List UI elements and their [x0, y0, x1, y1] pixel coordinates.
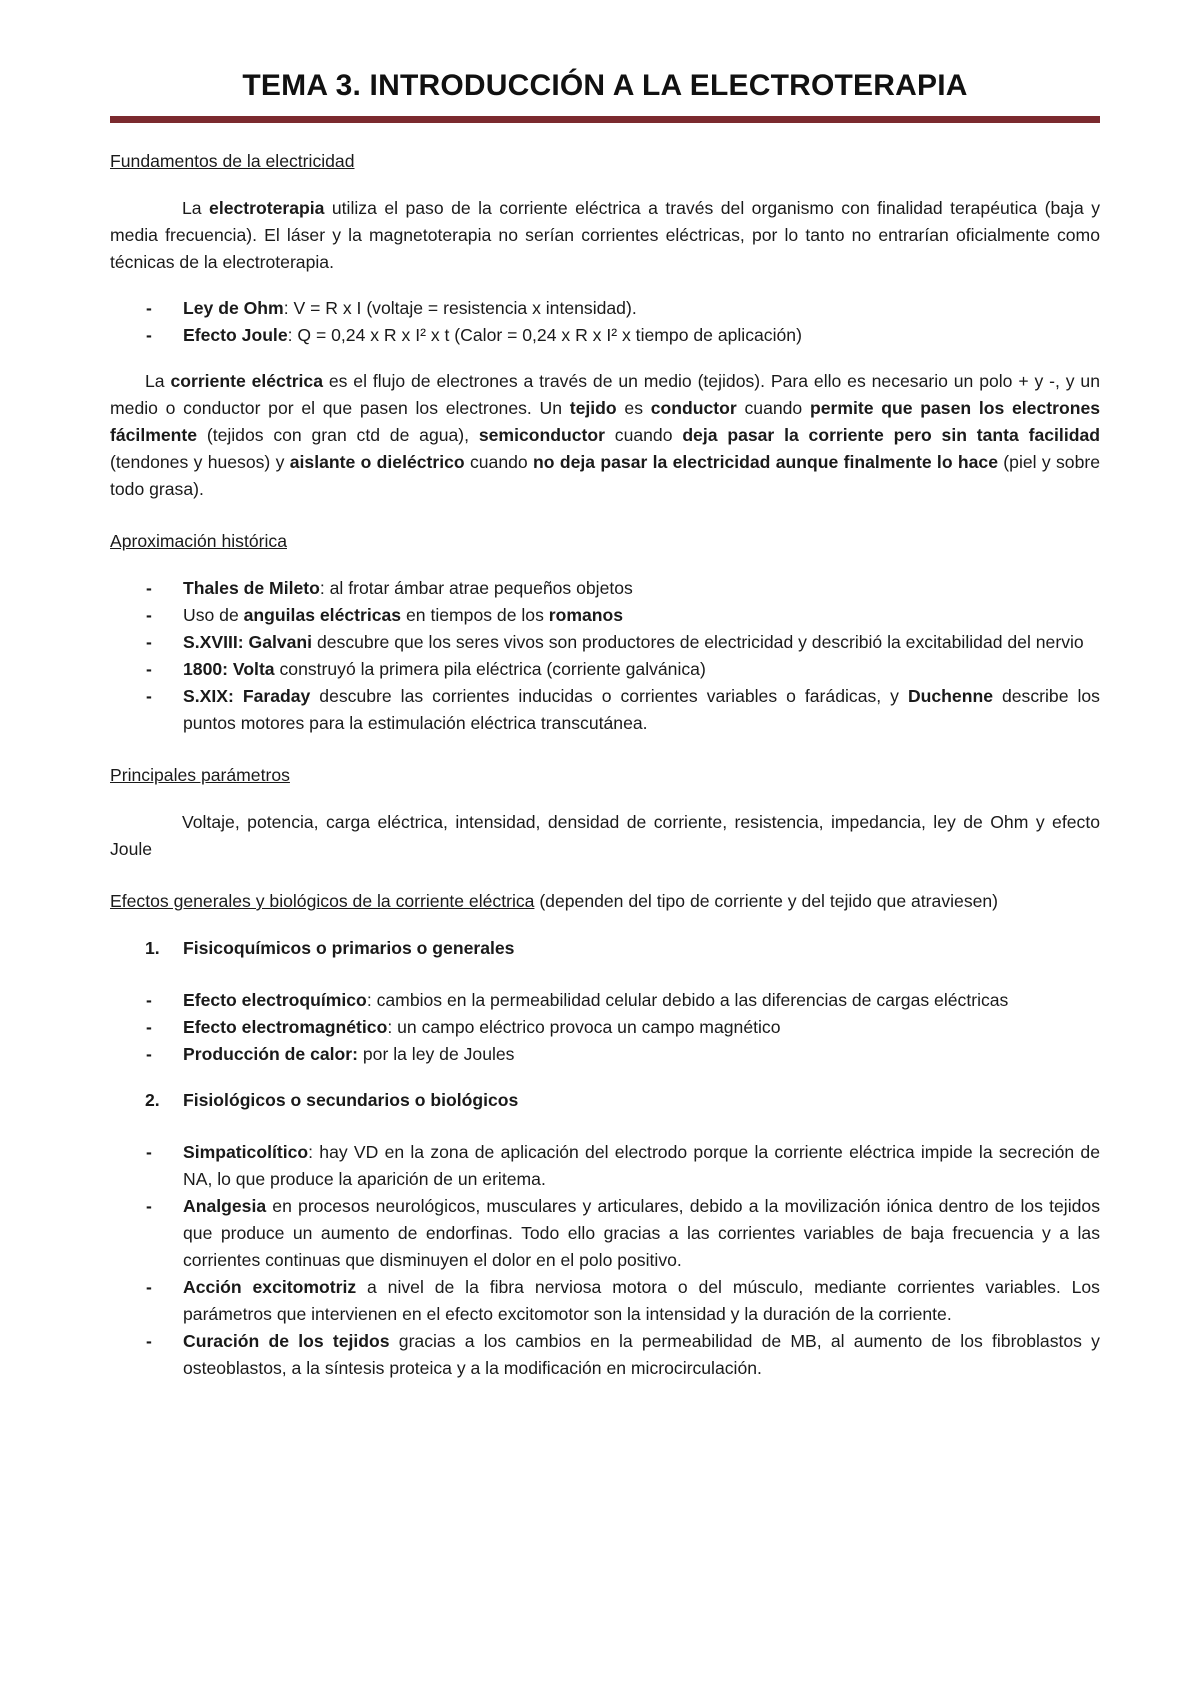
title-rule [110, 116, 1100, 123]
text-run: en procesos neurológicos, musculares y articulares, debido a la movilización iónica dentro de los tejidos que produce un aumento de endorfinas. Todo ello gracias a las corrientes variables de baja frecuencia y a las corrientes continuas que disminuyen el dolor en el polo positivo. [183, 1196, 1100, 1270]
numbered-heading-1 [110, 935, 1100, 962]
dash-bullet-icon: - [146, 1196, 152, 1216]
list-item [110, 656, 1100, 683]
section-heading-historica: Aproximación histórica [110, 531, 287, 551]
text-run: gracias a los cambios en la permeabilidad de MB, al aumento de los fibroblastos y osteoblastos, a la síntesis proteica y a la modificación en microcirculación. [183, 1331, 1100, 1378]
bold-text: semiconductor [478, 425, 605, 445]
list-item [110, 987, 1100, 1014]
text-run: en tiempos de los [401, 605, 549, 625]
list-item [110, 1274, 1100, 1328]
bold-text: Curación de los tejidos [183, 1331, 390, 1351]
bold-text: Analgesia [183, 1196, 267, 1216]
dash-bullet-icon: - [146, 1044, 152, 1064]
list-fundamentos [110, 295, 1100, 349]
list-item [110, 575, 1100, 602]
list-item [110, 1139, 1100, 1193]
bold-text: aislante o dieléctrico [289, 452, 465, 472]
text-run: La [182, 198, 210, 218]
bold-text: Producción de calor: [183, 1044, 358, 1064]
dash-bullet-icon: - [146, 325, 152, 345]
dash-bullet-icon: - [146, 1017, 152, 1037]
bold-text: romanos [548, 605, 624, 625]
bold-text: Efecto Joule [183, 325, 288, 345]
paragraph-corriente-electrica [110, 368, 1100, 503]
bold-text: 1800: Volta [183, 659, 275, 679]
page-content [110, 68, 1100, 1401]
dash-bullet-icon: - [146, 990, 152, 1010]
dash-bullet-icon: - [146, 1142, 152, 1162]
text-run: por la ley de Joules [358, 1044, 515, 1064]
text-run: descubre las corrientes inducidas o corrientes variables o farádicas, y [310, 686, 908, 706]
section-heading-parametros: Principales parámetros [110, 765, 290, 785]
section-heading-efectos-title: Efectos generales y biológicos de la corriente eléctrica [110, 891, 535, 911]
text-run: (tejidos con gran ctd de agua), [197, 425, 479, 445]
bold-text: conductor [650, 398, 737, 418]
text-run: cuando [464, 452, 534, 472]
text-run: describe los puntos motores para la estimulación eléctrica transcutánea. [183, 686, 1100, 733]
text-run: utiliza el paso de la corriente eléctrica a través del organismo con finalidad terapéutica (baja y media frecuencia). El láser y la magnetoterapia no serían corrientes eléctricas, por lo tanto no entrarían oficialmente como técnicas de la electroterapia. [110, 198, 1100, 272]
list-item [110, 1041, 1100, 1068]
document-title: TEMA 3. INTRODUCCIÓN A LA ELECTROTERAPIA [242, 69, 968, 102]
numbered-heading-title: Fisicoquímicos o primarios o generales [183, 938, 515, 958]
bold-text: Thales de Mileto [183, 578, 320, 598]
number-label: 2. [145, 1090, 160, 1110]
section-heading-fundamentos: Fundamentos de la electricidad [110, 151, 355, 171]
bold-text: Duchenne [907, 686, 993, 706]
dash-bullet-icon: - [146, 605, 152, 625]
list-historica [110, 575, 1100, 737]
list-item [110, 322, 1100, 349]
dash-bullet-icon: - [146, 578, 152, 598]
list-item [110, 1014, 1100, 1041]
list-fisicoquimicos [110, 987, 1100, 1068]
text-run: cuando [736, 398, 810, 418]
dash-bullet-icon: - [146, 659, 152, 679]
list-item [110, 1193, 1100, 1274]
text-run: es [616, 398, 651, 418]
text-run: Uso de [183, 605, 244, 625]
dash-bullet-icon: - [146, 298, 152, 318]
bold-text: no deja pasar la electricidad aunque finalmente lo hace [533, 452, 998, 472]
text-run: cuando [604, 425, 683, 445]
number-label: 1. [145, 938, 160, 958]
bold-text: Acción excitomotriz [183, 1277, 357, 1297]
text-run: : V = R x I (voltaje = resistencia x intensidad). [283, 298, 637, 318]
text-run: es el flujo de electrones a través de un medio (tejidos). Para ello es necesario un polo + y -, y un medio o conductor por el que pasen los electrones. Un [110, 371, 1100, 418]
paragraph-electroterapia [110, 195, 1100, 276]
text-run: La [145, 371, 171, 391]
bold-text: anguilas eléctricas [243, 605, 402, 625]
text-run: (piel y sobre todo grasa). [110, 452, 1100, 499]
section-heading-efectos-note: (dependen del tipo de corriente y del tejido que atraviesen) [534, 891, 999, 911]
list-fisiologicos [110, 1139, 1100, 1382]
dash-bullet-icon: - [146, 1277, 152, 1297]
bold-text: Efecto electromagnético [183, 1017, 388, 1037]
dash-bullet-icon: - [146, 1331, 152, 1351]
text-run: descubre que los seres vivos son productores de electricidad y describió la excitabilidad del nervio [312, 632, 1084, 652]
text-run: construyó la primera pila eléctrica (corriente galvánica) [274, 659, 706, 679]
bold-text: corriente eléctrica [170, 371, 323, 391]
dash-bullet-icon: - [146, 686, 152, 706]
paragraph-parametros: Voltaje, potencia, carga eléctrica, intensidad, densidad de corriente, resistencia, impedancia, ley de Ohm y efecto Joule [110, 812, 1100, 859]
bold-text: Efecto electroquímico [183, 990, 367, 1010]
bold-text: Simpaticolítico [183, 1142, 309, 1162]
text-run: : hay VD en la zona de aplicación del electrodo porque la corriente eléctrica impide la secreción de NA, lo que produce la aparición de un eritema. [183, 1142, 1100, 1189]
list-item [110, 1328, 1100, 1382]
bold-text: electroterapia [209, 198, 325, 218]
bold-text: S.XVIII: Galvani [183, 632, 313, 652]
bold-text: permite que pasen los electrones fácilmente [110, 398, 1101, 445]
numbered-heading-title: Fisiológicos o secundarios o biológicos [183, 1090, 519, 1110]
bold-text: deja pasar la corriente pero sin tanta facilidad [682, 425, 1100, 445]
list-item [110, 295, 1100, 322]
bold-text: Ley de Ohm [183, 298, 284, 318]
numbered-heading-2 [110, 1087, 1100, 1114]
text-run: : un campo eléctrico provoca un campo magnético [387, 1017, 781, 1037]
bold-text: tejido [569, 398, 617, 418]
text-run: : al frotar ámbar atrae pequeños objetos [319, 578, 633, 598]
bold-text: S.XIX: Faraday [183, 686, 311, 706]
dash-bullet-icon: - [146, 632, 152, 652]
list-item [110, 629, 1100, 656]
list-item [110, 683, 1100, 737]
text-run: : cambios en la permeabilidad celular debido a las diferencias de cargas eléctricas [366, 990, 1009, 1010]
text-run: (tendones y huesos) y [110, 452, 290, 472]
text-run: : Q = 0,24 x R x I² x t (Calor = 0,24 x R x I² x tiempo de aplicación) [287, 325, 802, 345]
section-heading-efectos [110, 888, 1100, 915]
list-item [110, 602, 1100, 629]
text-run: a nivel de la fibra nerviosa motora o del músculo, mediante corrientes variables. Los parámetros que intervienen en el efecto excitomotor son la intensidad y la duración de la corriente. [183, 1277, 1100, 1324]
